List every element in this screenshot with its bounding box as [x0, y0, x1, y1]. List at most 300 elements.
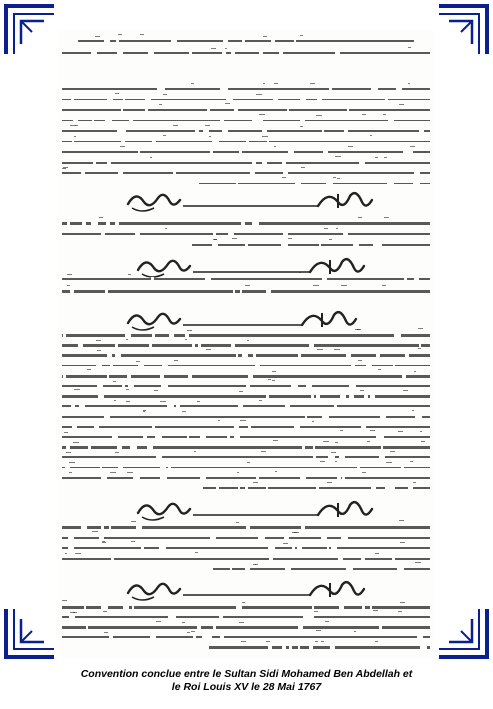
diacritic-mark [358, 360, 363, 361]
diacritic-mark [131, 521, 136, 522]
diacritic-mark [104, 632, 108, 633]
word-gap [231, 343, 235, 348]
diacritic-mark [206, 349, 211, 350]
diacritic-mark [410, 146, 414, 147]
word-gap [306, 384, 313, 389]
word-gap [212, 243, 219, 248]
diacritic-mark [316, 630, 321, 631]
diacritic-mark [163, 135, 166, 136]
word-gap [405, 353, 409, 358]
word-gap [125, 333, 130, 338]
handwritten-line [62, 416, 430, 419]
word-gap [159, 546, 166, 551]
handwritten-line [62, 365, 430, 367]
diacritic-mark [283, 543, 288, 544]
word-gap [252, 118, 256, 123]
word-gap [269, 556, 273, 561]
diacritic-mark [312, 421, 314, 422]
diacritic-mark [340, 430, 343, 431]
word-gap [200, 435, 206, 440]
diacritic-mark [75, 125, 79, 126]
diacritic-mark [97, 350, 102, 351]
diacritic-mark [370, 135, 372, 136]
diacritic-mark [261, 451, 267, 452]
handwritten-line [62, 606, 430, 609]
handwritten-line [78, 40, 414, 42]
diacritic-mark [194, 451, 196, 452]
diacritic-mark [191, 631, 195, 632]
word-gap [351, 567, 354, 572]
diacritic-mark [65, 553, 68, 554]
diacritic-mark [418, 348, 421, 349]
word-gap [200, 475, 206, 480]
word-gap [256, 118, 263, 123]
word-gap [245, 486, 249, 491]
word-gap [300, 97, 306, 102]
word-gap [287, 108, 289, 113]
word-gap [267, 139, 269, 144]
diacritic-mark [259, 114, 265, 115]
diacritic-mark [67, 285, 70, 286]
diacritic-mark [336, 228, 338, 229]
diacritic-mark [360, 390, 364, 391]
diacritic-mark [320, 461, 325, 462]
diacritic-mark [99, 217, 103, 218]
word-gap [203, 129, 209, 134]
handwritten-line [62, 456, 430, 458]
corner-ornament-bottom-right [437, 607, 489, 659]
diacritic-mark [110, 472, 116, 473]
word-gap [115, 353, 122, 358]
diacritic-mark [382, 285, 387, 286]
word-gap [349, 394, 353, 399]
diacritic-mark [383, 114, 387, 115]
diacritic-mark [300, 35, 303, 36]
diacritic-mark [114, 400, 116, 401]
word-gap [128, 384, 134, 389]
word-gap [364, 394, 367, 399]
word-gap [401, 465, 404, 470]
diacritic-mark [253, 564, 256, 565]
word-gap [418, 635, 422, 640]
handwritten-line [62, 120, 430, 122]
handwritten-line [62, 334, 430, 337]
word-gap [70, 289, 73, 294]
word-gap [91, 221, 94, 226]
word-gap [322, 129, 324, 134]
word-gap [370, 394, 375, 399]
word-gap [152, 424, 155, 429]
diacritic-mark [408, 83, 410, 84]
corner-ornament-top-right [437, 4, 489, 56]
caption-line-1: Convention conclue entre le Sultan Sidi Mohamed Ben Abdellah et [80, 668, 413, 680]
word-gap [241, 221, 246, 226]
diacritic-mark [275, 471, 277, 472]
word-gap [82, 221, 85, 226]
word-gap [292, 546, 295, 551]
word-gap [381, 445, 383, 450]
diacritic-mark [128, 274, 131, 275]
word-gap [245, 567, 250, 572]
word-gap [344, 129, 349, 134]
diacritic-mark [292, 532, 297, 533]
word-gap [130, 445, 137, 450]
diacritic-mark [282, 177, 285, 178]
word-gap [298, 625, 303, 630]
word-gap [282, 160, 286, 165]
diacritic-mark [325, 621, 329, 622]
word-gap [248, 373, 254, 378]
diacritic-mark [335, 442, 337, 443]
diacritic-mark [115, 93, 119, 94]
diacritic-mark [211, 48, 216, 49]
word-gap [289, 645, 292, 650]
diacritic-mark [362, 472, 366, 473]
word-gap [362, 605, 365, 610]
word-gap [227, 435, 230, 440]
word-gap [143, 435, 147, 440]
diacritic-mark [384, 217, 389, 218]
article-heading-3 [58, 305, 434, 335]
word-gap [302, 445, 305, 450]
word-gap [156, 455, 162, 460]
word-gap [86, 625, 88, 630]
handwritten-line [62, 636, 430, 638]
word-gap [258, 535, 264, 540]
word-gap [294, 39, 296, 44]
word-gap [105, 289, 108, 294]
word-gap [107, 373, 110, 378]
handwritten-line [192, 244, 430, 246]
diacritic-mark [354, 631, 357, 632]
word-gap [63, 333, 67, 338]
word-gap [168, 465, 171, 470]
word-gap [309, 343, 314, 348]
word-gap [376, 353, 380, 358]
diacritic-mark [375, 641, 378, 642]
diacritic-mark [421, 441, 425, 442]
word-gap [319, 243, 321, 248]
word-gap [322, 277, 327, 282]
word-gap [101, 475, 107, 480]
diacritic-mark [154, 390, 158, 391]
word-gap [148, 51, 154, 56]
word-gap [141, 546, 144, 551]
handwritten-line [62, 375, 430, 378]
handwritten-line [62, 278, 430, 280]
word-gap [171, 39, 177, 44]
diacritic-mark [62, 600, 66, 601]
word-gap [122, 384, 125, 389]
diacritic-mark [373, 610, 378, 611]
handwritten-line [62, 233, 430, 235]
word-gap [335, 51, 340, 56]
word-gap [236, 605, 242, 610]
article-heading-5 [58, 575, 434, 605]
word-gap [342, 475, 345, 480]
diacritic-mark [126, 401, 130, 402]
word-gap [329, 87, 332, 92]
diacritic-mark [327, 482, 332, 483]
word-gap [92, 118, 94, 123]
word-gap [266, 486, 269, 491]
diacritic-mark [173, 125, 179, 126]
diacritic-mark [69, 462, 74, 463]
diacritic-mark [299, 272, 301, 273]
word-gap [101, 605, 108, 610]
diacritic-mark [182, 622, 185, 623]
word-gap [66, 445, 70, 450]
word-gap [118, 465, 123, 470]
calligraphic-heading-icon [58, 575, 434, 605]
diacritic-mark [115, 452, 119, 453]
word-gap [107, 160, 111, 165]
diacritic-mark [315, 641, 317, 642]
word-gap [226, 97, 232, 102]
word-gap [213, 232, 216, 237]
word-gap [403, 150, 409, 155]
diacritic-mark [316, 115, 321, 116]
word-gap [111, 556, 114, 561]
diacritic-mark [209, 136, 212, 137]
word-gap [300, 118, 304, 123]
word-gap [283, 232, 287, 237]
diacritic-mark [272, 371, 277, 372]
word-gap [189, 51, 193, 56]
word-gap [379, 435, 384, 440]
word-gap [346, 353, 352, 358]
word-gap [392, 556, 395, 561]
word-gap [84, 605, 86, 610]
diacritic-mark [358, 217, 362, 218]
diacritic-mark [120, 146, 126, 147]
word-gap [328, 455, 335, 460]
diacritic-mark [324, 228, 327, 229]
diacritic-mark [197, 401, 200, 402]
word-gap [305, 414, 307, 419]
word-gap [385, 97, 388, 102]
calligraphic-heading-icon [58, 186, 434, 216]
handwritten-line [62, 172, 430, 174]
diacritic-mark [74, 136, 77, 137]
diacritic-mark [313, 285, 319, 286]
word-gap [207, 108, 210, 113]
diacritic-mark [400, 542, 405, 543]
word-gap [223, 39, 228, 44]
diacritic-mark [301, 167, 305, 168]
word-gap [402, 373, 406, 378]
word-gap [210, 535, 216, 540]
word-gap [253, 353, 256, 358]
word-gap [246, 139, 250, 144]
word-gap [170, 615, 174, 620]
diacritic-mark [191, 83, 194, 84]
word-gap [116, 39, 119, 44]
word-gap [357, 465, 360, 470]
diacritic-mark [247, 462, 250, 463]
diacritic-mark [70, 612, 76, 613]
word-gap [101, 525, 104, 530]
word-gap [159, 87, 165, 92]
diacritic-mark [73, 442, 79, 443]
diacritic-mark [348, 146, 353, 147]
diacritic-mark [131, 541, 136, 542]
word-gap [331, 546, 336, 551]
diacritic-mark [245, 285, 250, 286]
word-gap [298, 645, 301, 650]
word-gap [192, 343, 195, 348]
word-gap [107, 353, 112, 358]
diacritic-mark [102, 542, 107, 543]
word-gap [415, 414, 422, 419]
handwritten-line [62, 162, 430, 164]
diacritic-mark [300, 126, 303, 127]
diacritic-mark [239, 391, 243, 392]
diacritic-mark [321, 641, 324, 642]
word-gap [133, 475, 140, 480]
word-gap [121, 139, 125, 144]
word-gap [316, 486, 319, 491]
diacritic-mark [218, 420, 220, 421]
diacritic-mark [74, 389, 79, 390]
handwritten-line [62, 290, 430, 293]
diacritic-mark [263, 36, 267, 37]
diacritic-mark [263, 83, 265, 84]
word-gap [216, 486, 219, 491]
word-gap [300, 475, 306, 480]
word-gap [123, 129, 126, 134]
word-gap [268, 546, 275, 551]
word-gap [67, 221, 70, 226]
handwritten-line [62, 558, 430, 560]
word-gap [313, 445, 315, 450]
word-gap [327, 546, 329, 551]
word-gap [339, 605, 344, 610]
word-gap [81, 171, 85, 176]
diacritic-mark [413, 482, 416, 483]
word-gap [160, 465, 166, 470]
word-gap [98, 394, 104, 399]
word-gap [379, 625, 383, 630]
diacritic-mark [341, 285, 347, 286]
word-gap [238, 486, 241, 491]
diacritic-mark [160, 401, 166, 402]
word-gap [271, 39, 275, 44]
diacritic-mark [92, 531, 97, 532]
word-gap [149, 343, 152, 348]
diacritic-mark [174, 360, 178, 361]
word-gap [222, 129, 228, 134]
word-gap [205, 277, 211, 282]
word-gap [212, 139, 218, 144]
diacritic-mark [355, 329, 360, 330]
word-gap [198, 343, 201, 348]
word-gap [414, 277, 419, 282]
diacritic-mark [64, 432, 68, 433]
handwritten-line [62, 109, 430, 111]
word-gap [376, 243, 383, 248]
word-gap [176, 404, 179, 409]
word-gap [409, 150, 412, 155]
word-gap [284, 535, 288, 540]
diacritic-mark [102, 541, 105, 542]
word-gap [193, 635, 196, 640]
diacritic-mark [159, 104, 162, 105]
word-gap [121, 108, 123, 113]
word-gap [245, 243, 249, 248]
word-gap [234, 424, 239, 429]
article-heading-1 [58, 186, 434, 216]
word-gap [100, 465, 102, 470]
word-gap [361, 424, 366, 429]
handwritten-line [62, 537, 430, 540]
corner-ornament-top-left [4, 4, 56, 56]
word-gap [118, 171, 122, 176]
word-gap [312, 605, 314, 610]
calligraphic-heading-icon [58, 305, 434, 335]
word-gap [129, 118, 133, 123]
word-gap [94, 424, 99, 429]
word-gap [379, 455, 385, 460]
word-gap [117, 51, 123, 56]
word-gap [101, 232, 105, 237]
word-gap [109, 635, 113, 640]
word-gap [393, 363, 395, 368]
word-gap [347, 108, 350, 113]
word-gap [138, 363, 144, 368]
word-gap [404, 277, 407, 282]
word-gap [239, 150, 242, 155]
word-gap [187, 435, 189, 440]
word-gap [236, 353, 238, 358]
diacritic-mark [87, 369, 91, 370]
word-gap [252, 221, 259, 226]
word-gap [266, 289, 271, 294]
document-caption [0, 668, 493, 693]
word-gap [282, 645, 286, 650]
word-gap [359, 160, 365, 165]
word-gap [231, 51, 234, 56]
word-gap [297, 546, 302, 551]
word-gap [81, 525, 87, 530]
word-gap [334, 404, 336, 409]
word-gap [371, 87, 378, 92]
diacritic-mark [259, 400, 262, 401]
word-gap [396, 87, 402, 92]
word-gap [234, 108, 238, 113]
word-gap [337, 475, 341, 480]
word-gap [301, 525, 305, 530]
word-gap [72, 139, 74, 144]
word-gap [195, 129, 199, 134]
diacritic-mark [140, 34, 144, 35]
manuscript-scan [58, 30, 434, 658]
word-gap [160, 475, 167, 480]
diacritic-mark [213, 239, 217, 240]
diacritic-mark [75, 553, 81, 554]
word-gap [205, 635, 211, 640]
diacritic-mark [126, 339, 128, 340]
word-gap [96, 363, 102, 368]
handwritten-line [62, 626, 430, 629]
diacritic-mark [367, 441, 370, 442]
word-gap [259, 51, 263, 56]
word-gap [132, 605, 134, 610]
diacritic-mark [329, 239, 332, 240]
diacritic-mark [378, 369, 381, 370]
word-gap [242, 39, 245, 44]
diacritic-mark [384, 157, 387, 158]
